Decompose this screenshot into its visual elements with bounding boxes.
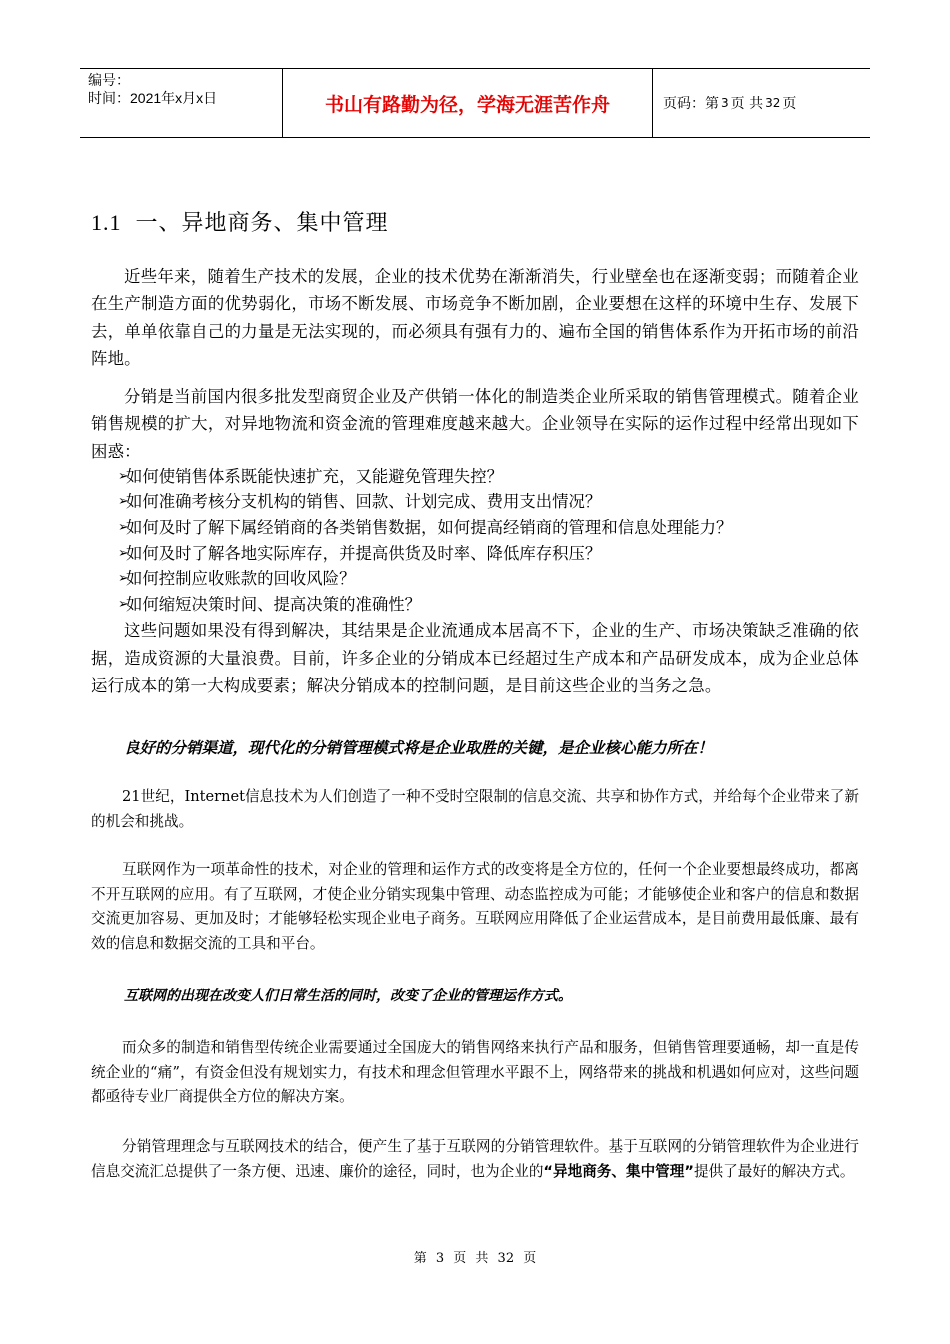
paragraph-5: 互联网作为一项革命性的技术，对企业的管理和运作方式的改变将是全方位的，任何一个企业要想最终成功，都离不开互联网的应用。有了互联网，才使企业分销实现集中管理、动态监控成为可能；才能够使企业和客户的信息和数据交流更加容易、更加及时；才能够轻松实现企业电子商务。互联网应用降低了企业运营成本，是目前费用最低廉、最有效的信息和数据交流的工具和平台。	[91, 861, 859, 952]
arrow-bullet-icon: ➢	[118, 596, 129, 612]
list-item: ➢ 如何使销售体系既能快速扩充，又能避免管理失控？	[91, 464, 859, 490]
bold-phrase: “异地商务、集中管理”	[543, 1162, 694, 1180]
paragraph-3: 这些问题如果没有得到解决，其结果是企业流通成本居高不下，企业的生产、市场决策缺乏准确的依据，造成资源的大量浪费。目前，许多企业的分销成本已经超过生产成本和产品研发成本，成为企业总体运行成本的第一大构成要素；解决分销成本的控制问题，是目前这些企业的当务之急。	[91, 621, 859, 696]
emphasis-line-1: 良好的分销渠道，现代化的分销管理模式将是企业取胜的关键，是企业核心能力所在！	[124, 739, 714, 757]
paragraph-4: 21世纪，Internet信息技术为人们创造了一种不受时空限制的信息交流、共享和协作方式，并给每个企业带来了新的机会和挑战。	[91, 788, 859, 830]
page-current: 3	[721, 96, 729, 110]
arrow-bullet-icon: ➢	[118, 571, 129, 587]
page-total: 32	[765, 96, 781, 110]
page-indicator	[653, 69, 870, 137]
section-number: 1.1	[91, 210, 122, 235]
arrow-bullet-icon: ➢	[118, 468, 129, 484]
paragraph-7: 分销管理理念与互联网技术的结合，便产生了基于互联网的分销管理软件。基于互联网的分销管理软件为企业进行信息交流汇总提供了一条方便、迅速、廉价的途径，同时，也为企业的“异地商务、集中管理”提供了最好的解决方式。	[91, 1138, 859, 1180]
question-list	[91, 464, 859, 618]
arrow-bullet-icon: ➢	[118, 494, 129, 510]
list-item: ➢ 如何准确考核分支机构的销售、回款、计划完成、费用支出情况？	[91, 489, 859, 515]
time-line: 时间：2021年x月x日	[88, 90, 218, 106]
list-item: ➢ 如何控制应收账款的回收风险？	[91, 566, 859, 592]
motto: 书山有路勤为径，学海无涯苦作舟	[282, 69, 653, 137]
page-suffix: 页	[782, 96, 797, 112]
paragraph-2: 分销是当前国内很多批发型商贸企业及产供销一体化的制造类企业所采取的销售管理模式。随着企业销售规模的扩大，对异地物流和资金流的管理难度越来越大。企业领导在实际的运作过程中经常出现如下困惑：	[91, 387, 859, 461]
arrow-bullet-icon: ➢	[118, 545, 129, 561]
list-item: ➢ 如何缩短决策时间、提高决策的准确性？	[91, 592, 859, 618]
page-footer: 第 3 页 共 32 页	[413, 1251, 537, 1266]
list-item: ➢ 如何及时了解下属经销商的各类销售数据，如何提高经销商的管理和信息处理能力？	[91, 515, 859, 541]
body-block-6	[91, 1135, 859, 1184]
paragraph-6: 而众多的制造和销售型传统企业需要通过全国庞大的销售网络来执行产品和服务，但销售管理要通畅，却一直是传统企业的“痛”，有资金但没有规划实力，有技术和理念但管理水平跟不上，网络带来的挑战和机遇如何应对，这些问题都亟待专业厂商提供全方位的解决方案。	[91, 1039, 859, 1105]
page-prefix: 页码：第	[663, 96, 719, 112]
emphasis-1-block	[91, 736, 859, 758]
emphasis-line-2: 互联网的出现在改变人们日常生活的同时，改变了企业的管理运作方式。	[124, 988, 572, 1004]
doc-number-label: 编号：	[88, 72, 130, 88]
arrow-bullet-icon: ➢	[118, 520, 129, 536]
body-block-5	[91, 1036, 859, 1110]
body-block-4	[91, 858, 859, 956]
page-header	[80, 68, 870, 138]
paragraph-1: 近些年来，随着生产技术的发展，企业的技术优势在渐渐消失，行业壁垒也在逐渐变弱；而随着企业在生产制造方面的优势弱化，市场不断发展、市场竞争不断加剧，企业要想在这样的环境中生存、发展下去，单单依靠自己的力量是无法实现的，而必须具有强有力的、遍布全国的销售体系作为开拓市场的前沿阵地。	[91, 267, 859, 368]
body-block-1	[91, 263, 859, 372]
emphasis-2-block	[91, 985, 859, 1005]
page-mid: 页 共	[730, 96, 764, 112]
section-title	[91, 206, 389, 237]
body-block-3	[91, 785, 859, 834]
body-block-2	[91, 383, 859, 699]
header-left-cell	[80, 69, 282, 137]
section-title-text: 一、异地商务、集中管理	[135, 211, 389, 236]
list-item: ➢ 如何及时了解各地实际库存，并提高供货及时率、降低库存积压？	[91, 541, 859, 567]
